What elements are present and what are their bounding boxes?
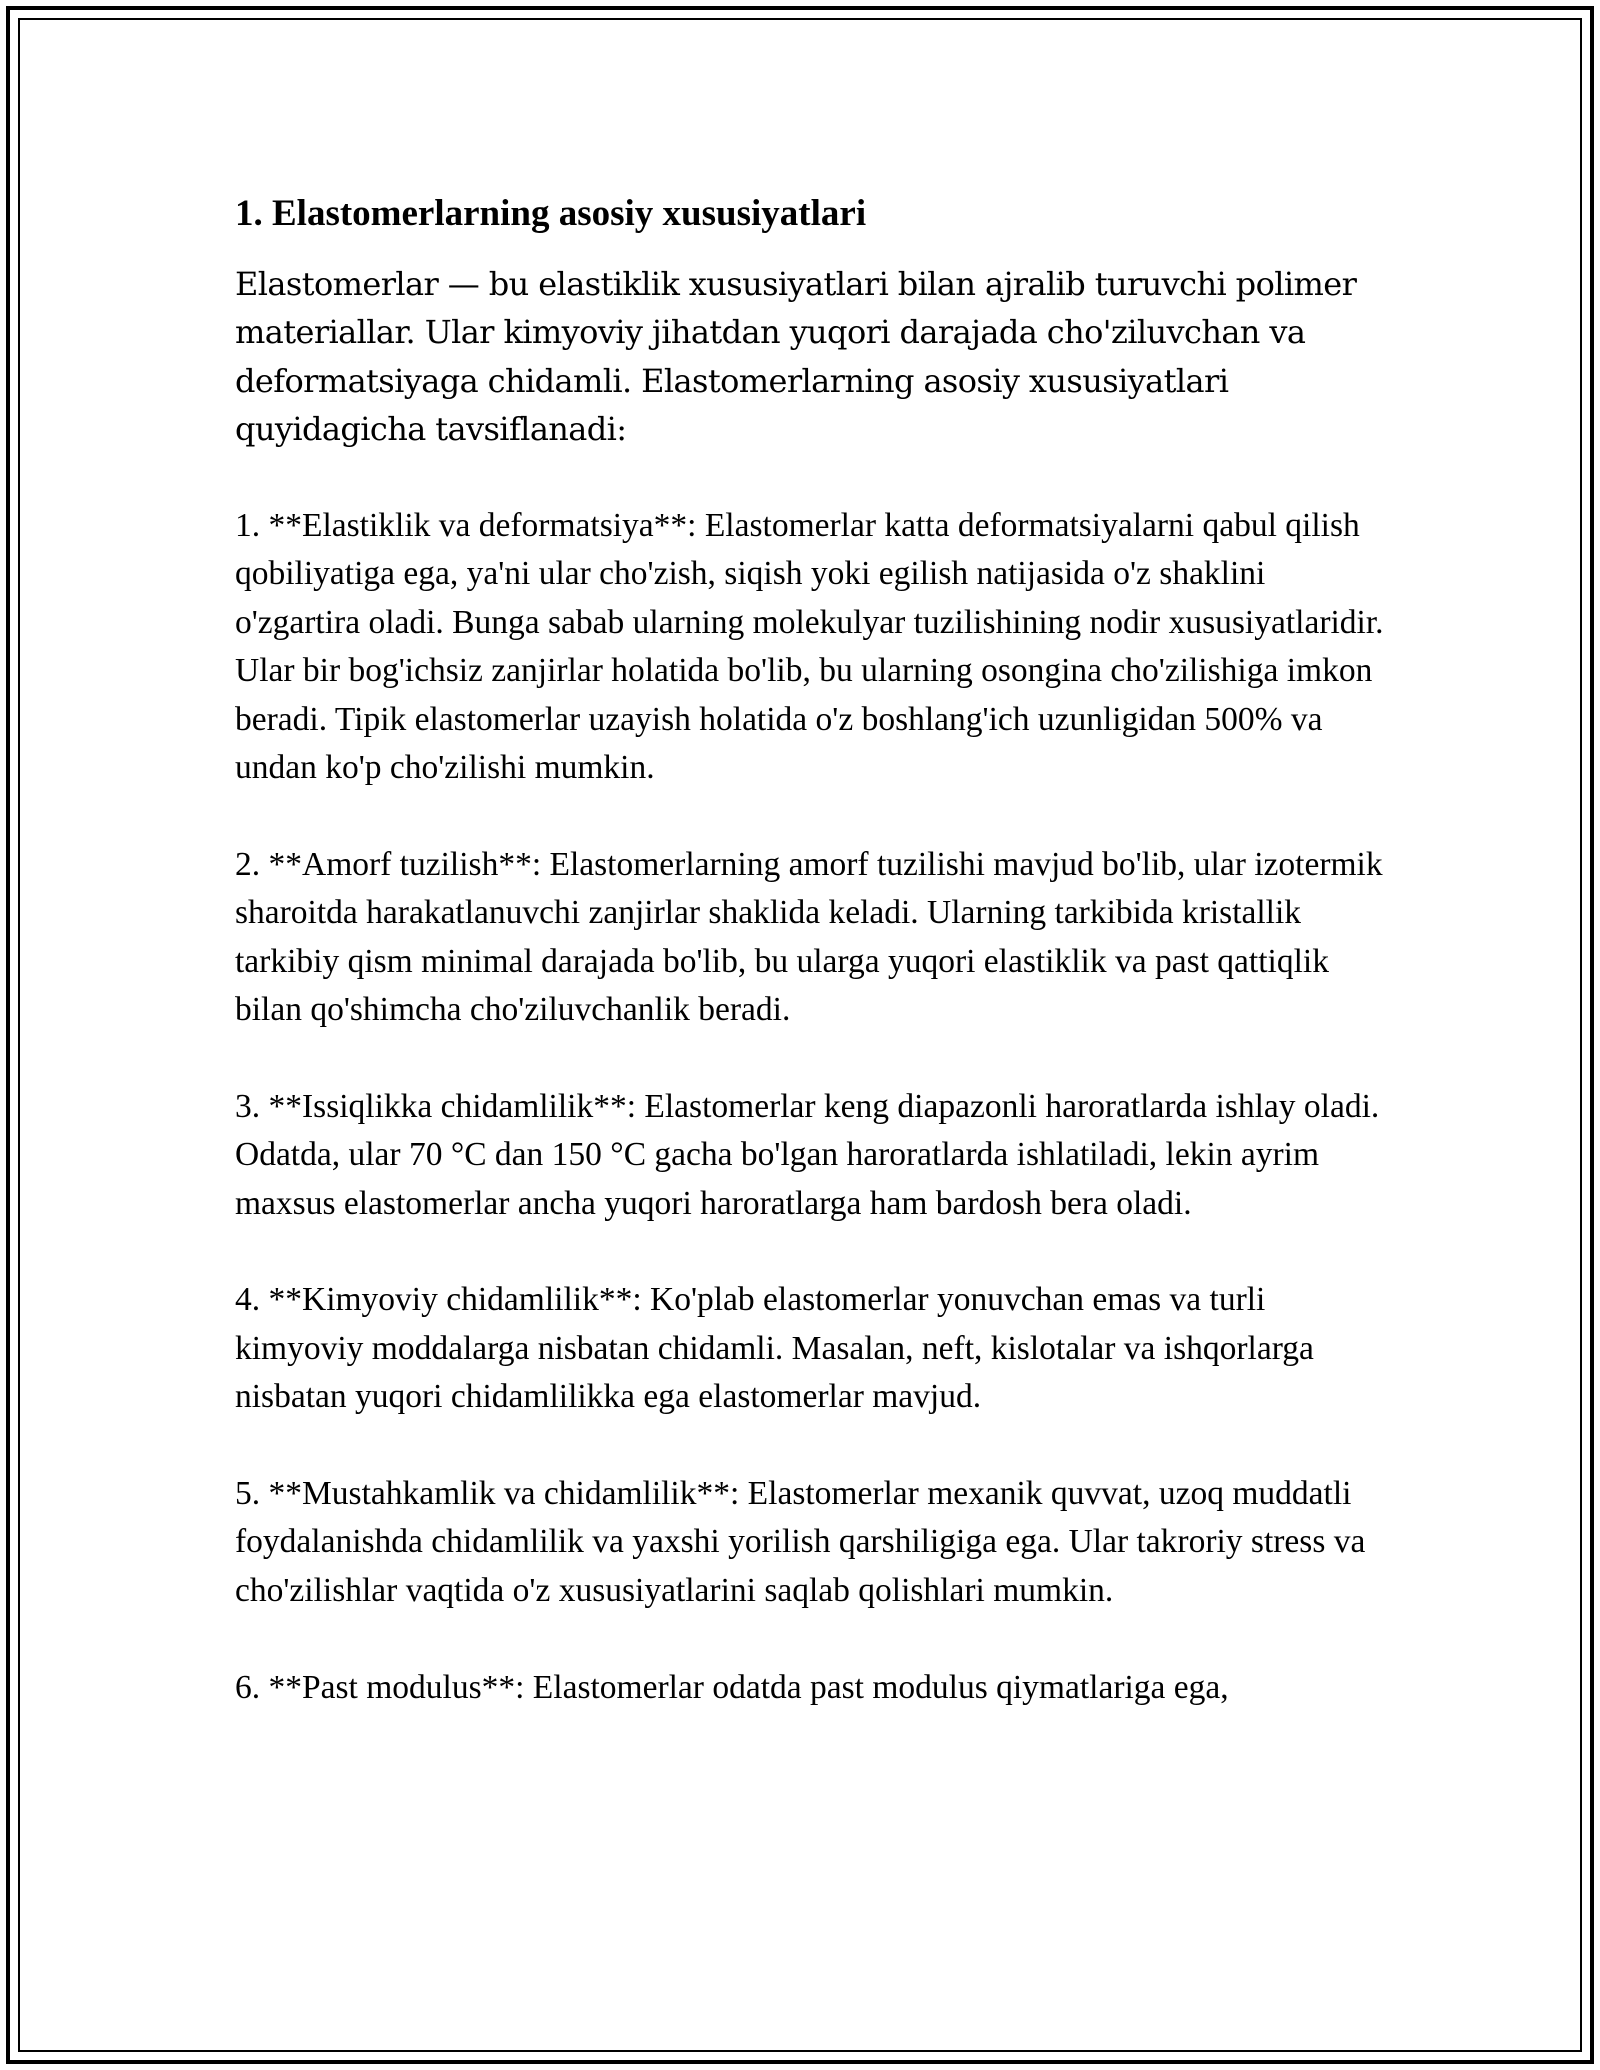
list-item-amorphous-structure: 2. **Amorf tuzilish**: Elastomerlarning amorf tuzilishi mavjud bo'lib, ular izotermik sharoitda harakatlanuvchi zanjirlar shaklida keladi. Ularning tarkibida kristallik tarkibiy qism minimal darajada bo'lib, bu ularga yuqori elastiklik va past qattiqlik bilan qo'shimcha cho'ziluvchanlik beradi. [235,845,1383,1029]
document-body [235,186,1390,1712]
list-item-strength-durability: 5. **Mustahkamlik va chidamlilik**: Elastomerlar mexanik quvvat, uzoq muddatli foydalanishda chidamlilik va yaxshi yorilish qarshiligiga ega. Ular takroriy stress va cho'zilishlar vaqtida o'z xususiyatlarini saqlab qolishlari mumkin. [235,1475,1366,1609]
section-heading: 1. Elastomerlarning asosiy xususiyatlari [235,193,867,234]
list-item-elasticity: 1. **Elastiklik va deformatsiya**: Elastomerlar katta deformatsiyalarni qabul qilish qobiliyatiga ega, ya'ni ular cho'zish, siqish yoki egilish natijasida o'z shaklini o'zgartira oladi. Bunga sabab ularning molekulyar tuzilishining nodir xususiyatlaridir. Ular bir bog'ichsiz zanjirlar holatida bo'lib, bu ularning osongina cho'zilishiga imkon beradi. Tipik elastomerlar uzayish holatida o'z boshlang'ich uzunligidan 500% va undan ko'p cho'zilishi mumkin. [235,507,1384,787]
list-item-heat-resistance: 3. **Issiqlikka chidamlilik**: Elastomerlar keng diapazonli haroratlarda ishlay oladi. Odatda, ular 70 °C dan 150 °C gacha bo'lgan haroratlarda ishlatiladi, lekin ayrim maxsus elastomerlar ancha yuqori haroratlarga ham bardosh bera oladi. [235,1087,1380,1222]
list-item-low-modulus: 6. **Past modulus**: Elastomerlar odatda past modulus qiymatlariga ega, [235,1668,1229,1706]
intro-paragraph: Elastomerlar — bu elastiklik xususiyatlari bilan ajralib turuvchi polimer materiallar. Ular kimyoviy jihatdan yuqori darajada cho'ziluvchan va deformatsiyaga chidamli. Elastomerlarning asosiy xususiyatlari quyidagicha tavsiflanadi: [235,265,1357,449]
list-item-chemical-resistance: 4. **Kimyoviy chidamlilik**: Ko'plab elastomerlar yonuvchan emas va turli kimyoviy moddalarga nisbatan chidamli. Masalan, neft, kislotalar va ishqorlarga nisbatan yuqori chidamlilikka ega elastomerlar mavjud. [235,1281,1314,1416]
